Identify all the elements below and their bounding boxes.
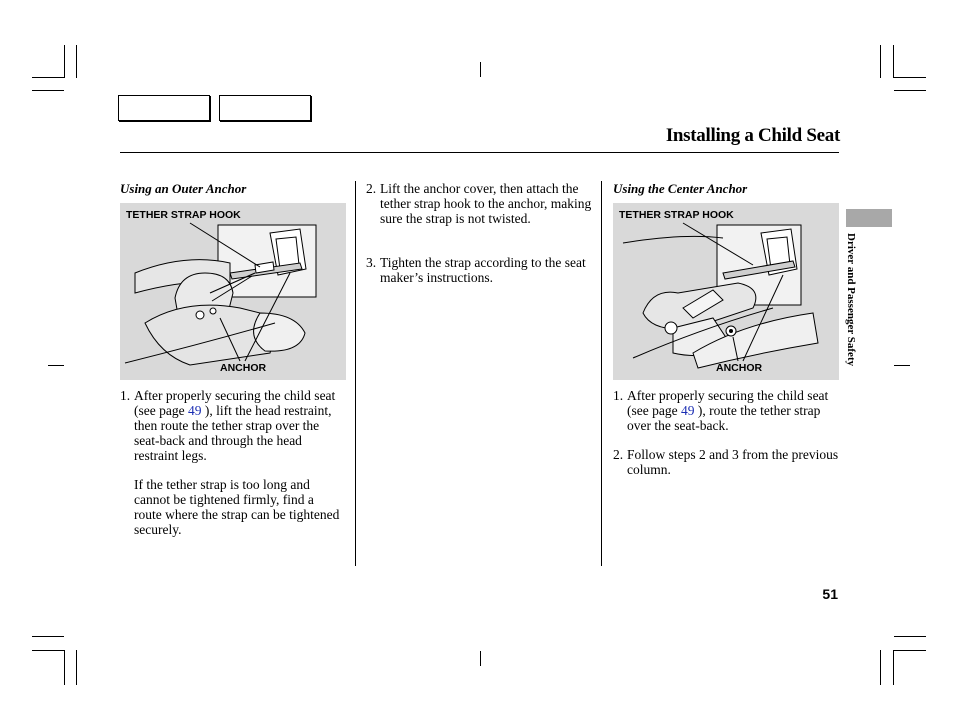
outer-step-1	[120, 388, 348, 463]
step-text: Lift the anchor cover, then attach the tether strap hook to the anchor, making sure the strap is not twisted.	[380, 181, 592, 226]
column-divider-left	[355, 181, 356, 566]
outer-anchor-illustration	[120, 203, 346, 380]
step-number: 1.	[120, 388, 131, 403]
middle-step-2	[366, 181, 592, 226]
step-number: 1.	[613, 388, 624, 403]
step-text: After properly securing the child seat (see page	[627, 388, 829, 418]
page-link-49[interactable]: 49	[187, 403, 202, 418]
center-step-2	[613, 447, 839, 477]
page-link-49[interactable]: 49	[680, 403, 695, 418]
step-number: 2.	[366, 181, 377, 196]
nav-box-contents[interactable]	[118, 95, 210, 121]
step-text: Follow steps 2 and 3 from the previous column.	[627, 447, 839, 477]
center-anchor-figure	[613, 203, 839, 380]
center-anchor-subheading: Using the Center Anchor	[613, 181, 748, 196]
center-step-1	[613, 388, 839, 433]
outer-note: If the tether strap is too long and cannot be tightened firmly, find a route where the strap can be tightened securely.	[134, 477, 340, 537]
page-number: 51	[822, 586, 838, 602]
step-number: 3.	[366, 255, 377, 270]
step-text-cont: ), route the tether strap over the seat-back.	[627, 403, 821, 433]
step-text: Tighten the strap according to the seat maker’s instructions.	[380, 255, 586, 285]
page-title: Installing a Child Seat	[665, 125, 840, 146]
outer-anchor-subheading: Using an Outer Anchor	[120, 181, 247, 196]
outer-anchor-figure	[120, 203, 346, 380]
center-anchor-illustration	[613, 203, 839, 380]
nav-box-index[interactable]	[219, 95, 311, 121]
title-rule	[120, 152, 839, 153]
step-text-cont: ), lift the head restraint, then route the tether strap over the seat-back and through the head restraint legs.	[134, 403, 332, 463]
section-tab[interactable]	[846, 209, 892, 227]
section-tab-label: Driver and Passenger Safety	[845, 233, 857, 367]
step-number: 2.	[613, 447, 624, 462]
tether-strap-hook-label: TETHER STRAP HOOK	[126, 209, 241, 221]
column-divider-right	[601, 181, 602, 566]
step-text: After properly securing the child seat (see page	[134, 388, 336, 418]
middle-step-3	[366, 255, 592, 285]
anchor-label: ANCHOR	[220, 362, 267, 374]
tether-strap-hook-label: TETHER STRAP HOOK	[619, 209, 734, 221]
anchor-label: ANCHOR	[716, 362, 763, 374]
